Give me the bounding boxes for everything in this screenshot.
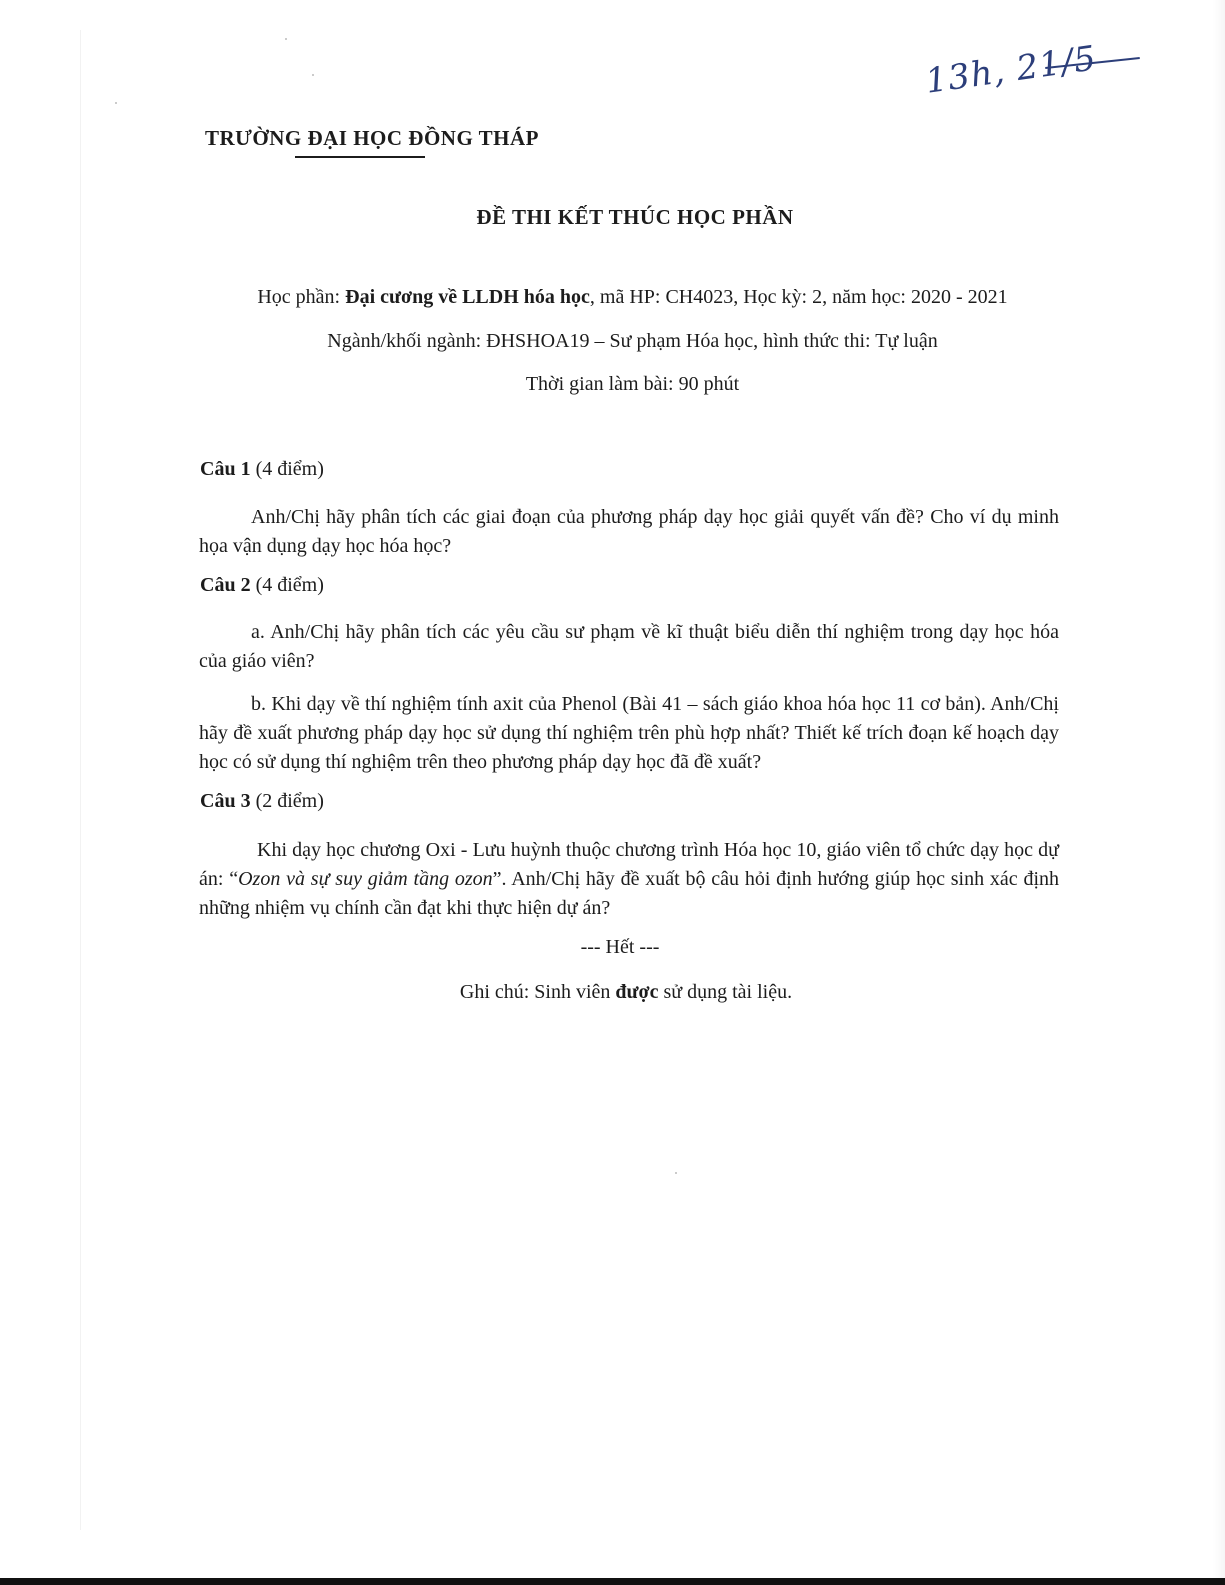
question-2-part-a: a. Anh/Chị hãy phân tích các yêu cầu sư phạm về kĩ thuật biểu diễn thí nghiệm trong dạy học hóa của giáo viên? [199, 621, 1059, 672]
question-1-points: (4 điểm) [250, 458, 324, 480]
major-info-line: Ngành/khối ngành: ĐHSHOA19 – Sư phạm Hóa học, hình thức thi: Tự luận [327, 330, 938, 352]
footer-note [0, 981, 1225, 1004]
scan-bottom-bar [0, 1578, 1225, 1585]
project-name: Ozon và sự suy giảm tầng ozon [238, 868, 493, 890]
question-3-body [199, 836, 1059, 923]
exam-title: ĐỀ THI KẾT THÚC HỌC PHẦN [476, 205, 794, 229]
course-details: , mã HP: CH4023, Học kỳ: 2, năm học: 2020 - 2021 [589, 286, 1008, 308]
question-2-points: (4 điểm) [250, 574, 324, 596]
question-3-text-start: Khi dạy học chương Oxi - Lưu huỳnh thuộc chương trình Hóa học 10, giáo viên tổ chức dạy học dự án: “ [199, 839, 1059, 890]
duration-line: Thời gian làm bài: 90 phút [525, 373, 740, 395]
handwritten-note: 13h, 21/5 [923, 38, 1100, 102]
school-name: TRƯỜNG ĐẠI HỌC ĐỒNG THÁP [205, 126, 540, 150]
speck [115, 102, 117, 104]
note-start: Ghi chú: Sinh viên [459, 981, 616, 1003]
question-3-label: Câu 3 [200, 790, 251, 812]
question-3-heading [200, 790, 324, 813]
question-2-part-b: b. Khi dạy về thí nghiệm tính axit của Phenol (Bài 41 – sách giáo khoa hóa học 11 cơ bản). Anh/Chị hãy đề xuất phương pháp dạy học sử dụng thí nghiệm trên phù hợp nhất? Thiết kế trích đoạn kế hoạch dạy học có sử dụng thí nghiệm trên theo phương pháp dạy học đã đề xuất? [199, 693, 1059, 773]
question-3-text-end: ”. Anh/Chị hãy đề xuất bộ câu hỏi định hướng giúp học sinh xác định những nhiệm vụ chính cần đạt khi thực hiện dự án? [199, 868, 1060, 919]
note-bold: được [615, 981, 659, 1003]
question-1-body: Anh/Chị hãy phân tích các giai đoạn của phương pháp dạy học giải quyết vấn đề? Cho ví dụ minh họa vận dụng dạy học hóa học? [199, 506, 1059, 557]
question-1-heading [200, 458, 324, 481]
scan-edge-right [1213, 0, 1225, 1585]
speck [675, 1172, 677, 1174]
note-end: sử dụng tài liệu. [658, 981, 793, 1003]
end-mark: --- Hết --- [580, 936, 660, 958]
school-underline [295, 156, 425, 158]
course-name: Đại cương về LLDH hóa học [345, 286, 590, 308]
course-label: Học phần: [257, 286, 346, 308]
question-1-label: Câu 1 [200, 458, 251, 480]
speck [285, 38, 287, 40]
speck [312, 74, 314, 76]
question-2-heading [200, 574, 324, 597]
course-info-line [0, 286, 1225, 309]
scan-edge-left [80, 30, 81, 1530]
question-2-label: Câu 2 [200, 574, 251, 596]
question-3-points: (2 điểm) [250, 790, 324, 812]
